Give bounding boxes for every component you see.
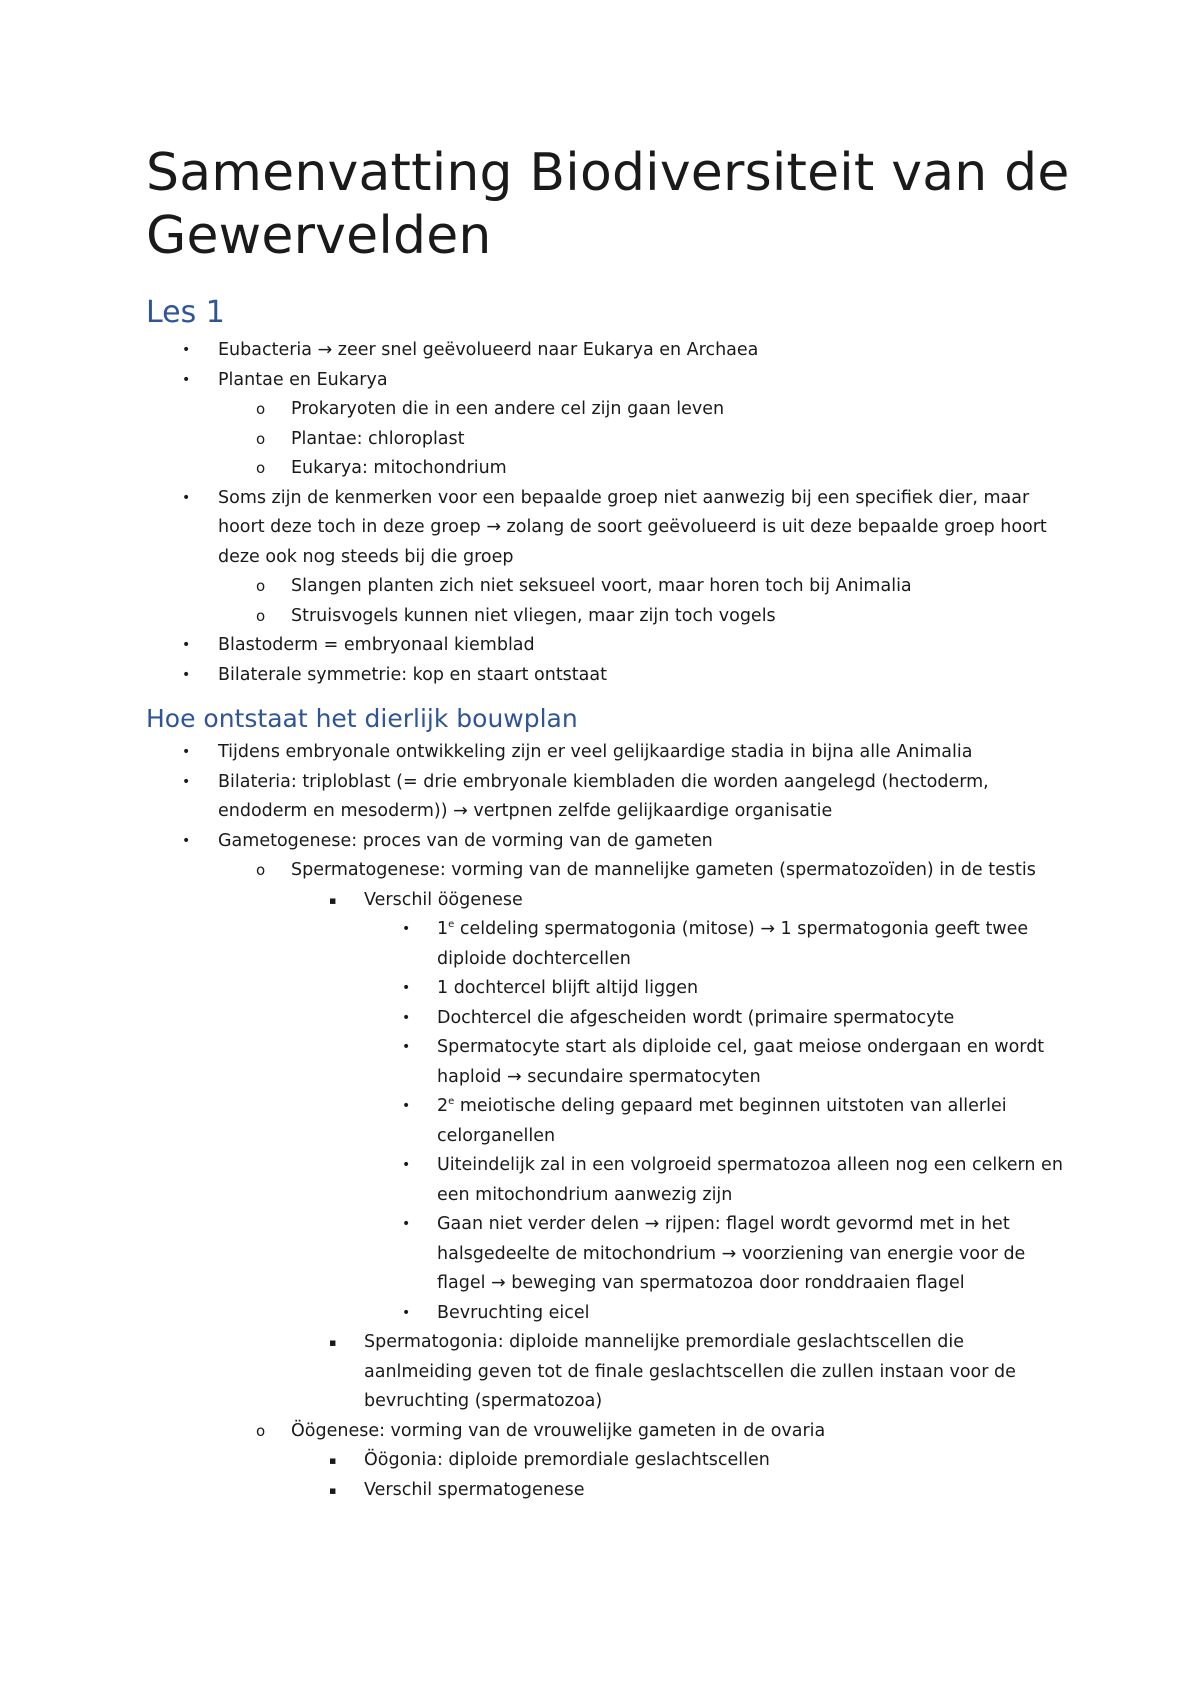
- list-item-text: Eukarya: mitochondrium: [291, 458, 507, 478]
- document-sections: [146, 294, 1076, 1505]
- list-item-text: Tijdens embryonale ontwikkeling zijn er veel gelijkaardige stadia in bijna alle Animalia: [218, 742, 973, 762]
- bullet-marker-icon: •: [402, 1216, 411, 1232]
- bullet-marker-icon: •: [402, 1304, 411, 1321]
- list-item-text: Soms zijn de kenmerken voor een bepaalde groep niet aanwezig bij een specifiek dier, maar hoort deze toch in deze groep → zolang de soort geëvolueerd is uit deze bepaalde groep hoort deze ook nog steeds bij die groep: [218, 487, 1047, 567]
- list-item: [146, 974, 1076, 1004]
- list-item: [146, 886, 1076, 916]
- bullet-marker-icon: •: [402, 1039, 411, 1055]
- list-item-text: Gaan niet verder delen → rijpen: flagel wordt gevormd met in het halsgedeelte de mitochondrium → voorziening van energie voor de flagel → beweging van spermatozoa door ronddraaien flagel: [437, 1214, 1026, 1293]
- list-item: [146, 827, 1076, 857]
- list-item-text-rest: celdeling spermatogonia (mitose) → 1 spermatogonia geeft twee diploide dochtercellen: [437, 919, 1029, 969]
- list-item: [146, 768, 1076, 827]
- bullet-marker-icon: •: [402, 1009, 411, 1026]
- bullet-marker-icon: o: [256, 606, 266, 625]
- list-item-text: 1: [437, 919, 449, 939]
- list-item: [146, 1328, 1076, 1417]
- bullet-marker-icon: •: [182, 744, 191, 760]
- list-item: [146, 738, 1076, 768]
- list-item: [146, 484, 1076, 573]
- bullet-marker-icon: •: [402, 921, 411, 937]
- bullet-marker-icon: •: [182, 637, 191, 653]
- list-item: [146, 1033, 1076, 1092]
- superscript: e: [448, 1096, 455, 1108]
- list-item-text: Prokaryoten die in een andere cel zijn gaan leven: [291, 399, 725, 419]
- list-item: [146, 336, 1076, 366]
- superscript: e: [448, 919, 455, 931]
- bullet-marker-icon: •: [182, 773, 191, 790]
- bullet-marker-icon: •: [402, 1098, 411, 1114]
- list-item: [146, 1092, 1076, 1151]
- list-item: [146, 1151, 1076, 1210]
- section-heading: Hoe ontstaat het dierlijk bouwplan: [146, 704, 578, 733]
- bullet-marker-icon: •: [182, 666, 191, 683]
- list-item: [146, 631, 1076, 661]
- list-item: [146, 1476, 1076, 1506]
- list-item-text: Uiteindelijk zal in een volgroeid spermatozoa alleen nog een celkern en een mitochondrium aanwezig zijn: [437, 1155, 1063, 1205]
- document-content: [146, 142, 1076, 1505]
- bullet-marker-icon: o: [256, 577, 266, 595]
- list-item: [146, 1004, 1076, 1034]
- bullet-marker-icon: •: [182, 489, 191, 506]
- list-item: [146, 572, 1076, 602]
- list-item-text: Bilateria: triploblast (= drie embryonale kiembladen die worden aangelegd (hectoderm, endoderm en mesoderm)) → vertpnen zelfde gelijkaardige organisatie: [218, 771, 989, 821]
- bullet-marker-icon: ▪: [329, 893, 337, 907]
- list-item: [146, 602, 1076, 632]
- list-item-text: Verschil öögenese: [364, 889, 523, 910]
- list-item-text: 1 dochtercel blijft altijd liggen: [437, 978, 699, 998]
- list-item: [146, 1446, 1076, 1476]
- list-item-text: Blastoderm = embryonaal kiemblad: [218, 635, 535, 655]
- bullet-marker-icon: o: [256, 400, 266, 418]
- bullet-marker-icon: •: [402, 980, 411, 996]
- bullet-marker-icon: •: [182, 371, 191, 388]
- bullet-marker-icon: ▪: [329, 1454, 337, 1467]
- list-item: [146, 915, 1076, 974]
- bullet-list: [146, 336, 1076, 690]
- list-item-text-rest: meiotische deling gepaard met beginnen uitstoten van allerlei celorganellen: [437, 1096, 1007, 1146]
- list-item-text: Eubacteria → zeer snel geëvolueerd naar Eukarya en Archaea: [218, 340, 759, 360]
- list-item: [146, 454, 1076, 484]
- list-item: [146, 425, 1076, 455]
- section-heading: Les 1: [146, 295, 225, 330]
- list-item-text: Bilaterale symmetrie: kop en staart ontstaat: [218, 664, 607, 685]
- list-item-text: Slangen planten zich niet seksueel voort, maar horen toch bij Animalia: [291, 576, 912, 596]
- list-item-text: Öögenese: vorming van de vrouwelijke gameten in de ovaria: [291, 1420, 826, 1441]
- list-item-text: Spermatogenese: vorming van de mannelijke gameten (spermatozoïden) in de testis: [291, 860, 1036, 880]
- list-item: [146, 661, 1076, 691]
- list-item-text: Bevruchting eicel: [437, 1302, 590, 1323]
- list-item-text: Verschil spermatogenese: [364, 1479, 585, 1500]
- bullet-marker-icon: o: [256, 459, 266, 477]
- list-item-text: Plantae: chloroplast: [291, 428, 465, 449]
- list-item: [146, 395, 1076, 425]
- list-item-text: Öögonia: diploide premordiale geslachtscellen: [364, 1450, 770, 1470]
- bullet-marker-icon: o: [256, 1421, 266, 1440]
- list-item-text: Struisvogels kunnen niet vliegen, maar zijn toch vogels: [291, 605, 776, 626]
- list-item-text: 2: [437, 1096, 449, 1116]
- list-item: [146, 366, 1076, 396]
- list-item-text: Plantae en Eukarya: [218, 369, 388, 390]
- list-item-text: Spermatogonia: diploide mannelijke premordiale geslachtscellen die aanlmeiding geven tot de finale geslachtscellen die zullen instaan voor de bevruchting (spermatozoa): [364, 1332, 1016, 1411]
- bullet-marker-icon: •: [182, 832, 191, 849]
- bullet-marker-icon: ▪: [329, 1336, 337, 1349]
- list-item: [146, 1417, 1076, 1447]
- bullet-marker-icon: o: [256, 861, 266, 879]
- bullet-marker-icon: o: [256, 429, 266, 448]
- bullet-marker-icon: •: [182, 342, 191, 358]
- list-item-text: Dochtercel die afgescheiden wordt (primaire spermatocyte: [437, 1007, 955, 1028]
- list-item-text: Spermatocyte start als diploide cel, gaat meiose ondergaan en wordt haploid → secundaire spermatocyten: [437, 1037, 1045, 1087]
- list-item: [146, 1210, 1076, 1299]
- bullet-marker-icon: ▪: [329, 1483, 337, 1497]
- document-title: Samenvatting Biodiversiteit van de Gewervelden: [146, 143, 1070, 266]
- bullet-marker-icon: •: [402, 1157, 411, 1173]
- list-item: [146, 856, 1076, 886]
- list-item: [146, 1299, 1076, 1329]
- bullet-list: [146, 738, 1076, 1505]
- list-item-text: Gametogenese: proces van de vorming van de gameten: [218, 830, 713, 851]
